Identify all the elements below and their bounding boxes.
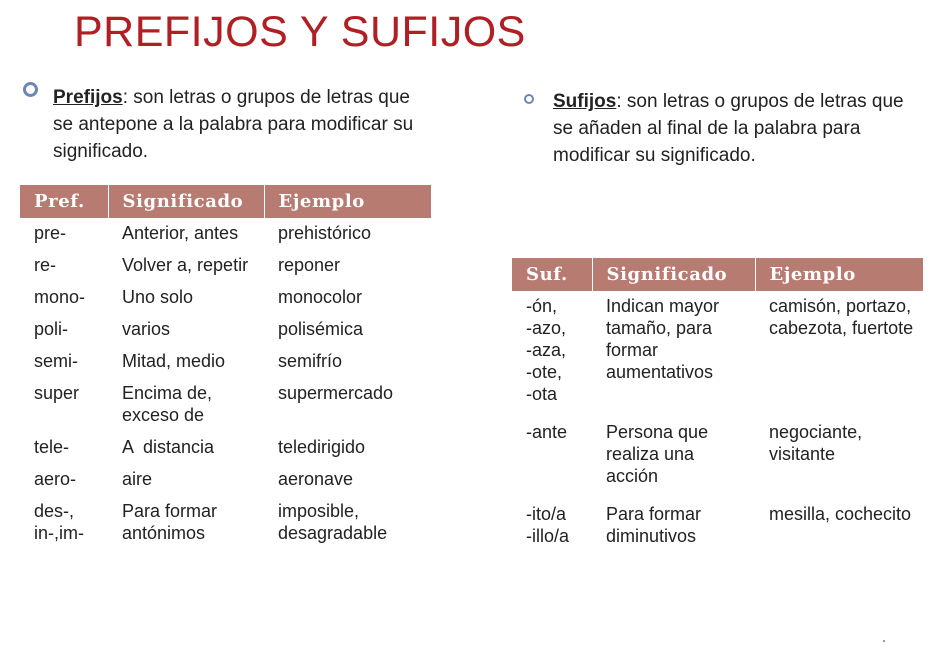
table-row [20,346,431,378]
table-cell: mono- [34,287,86,307]
table-cell: -ante [526,422,568,442]
table-cell: supermercado [278,383,394,403]
table-cell: Uno solo [122,287,194,307]
table-cell: Anterior, antes [122,223,239,243]
table-cell: Volver a, repetir [122,255,249,275]
table-row [512,493,923,553]
table-cell: A distancia [122,437,215,457]
table-cell: semi- [34,351,78,371]
table-cell: varios [122,319,171,339]
table-cell: mesilla, cochecito [769,504,912,524]
prefijos-definition-text: : son letras o grupos de letras que se antepone a la palabra para modificar su significado. [53,87,414,162]
bullet-icon [23,82,38,97]
table-cell: polisémica [278,319,364,339]
table-cell: Encima de, exceso de [122,383,213,425]
table-row [20,314,431,346]
sufijos-definition [553,88,923,169]
table-row [20,496,431,550]
table-row [20,378,431,432]
table-cell: -ito/a -illo/a [526,504,570,546]
table-cell: Mitad, medio [122,351,226,371]
table-cell: camisón, portazo, cabezota, fuertote [769,296,914,338]
table-row [20,218,431,250]
table-cell: aero- [34,469,77,489]
table-cell: -ón, -azo, -aza, -ote, -ota [526,296,567,404]
table-cell: Indican mayor tamaño, para formar aumentativos [606,296,720,382]
table-cell: super [34,383,80,403]
table-cell: reponer [278,255,341,275]
table-cell: prehistórico [278,223,372,243]
table-cell: monocolor [278,287,363,307]
table-row [20,282,431,314]
column-header: Significado [108,185,264,218]
column-header: Ejemplo [264,185,431,218]
table-row [20,464,431,496]
column-header: Significado [592,258,755,291]
prefijos-table [20,185,431,550]
table-cell: pre- [34,223,67,243]
table-row [512,291,923,411]
table-cell: des-, in-,im- [34,501,84,543]
table-cell: poli- [34,319,69,339]
table-cell: Para formar diminutivos [606,504,702,546]
decorative-dot [883,640,885,642]
table-cell: semifrío [278,351,343,371]
bullet-icon [524,94,534,104]
sufijos-definition-text: : son letras o grupos de letras que se añaden al final de la palabra para modificar su significado. [553,91,904,166]
table-row [20,432,431,464]
prefijos-term: Prefijos [53,87,123,108]
table-cell: negociante, visitante [769,422,863,464]
table-cell: teledirigido [278,437,366,457]
table-cell: aire [122,469,153,489]
table-cell: imposible, desagradable [278,501,388,543]
table-cell: re- [34,255,56,275]
prefijos-definition [53,84,433,165]
table-header-row [20,185,431,218]
table-row [512,411,923,493]
table-cell: Persona que realiza una acción [606,422,709,486]
table-cell: tele- [34,437,70,457]
table-cell: aeronave [278,469,354,489]
column-header: Suf. [512,258,592,291]
sufijos-term: Sufijos [553,91,617,112]
table-cell: Para formar antónimos [122,501,218,543]
table-header-row [512,258,923,291]
column-header: Pref. [20,185,108,218]
sufijos-table [512,258,923,553]
table-row [20,250,431,282]
page-title: PREFIJOS Y SUFIJOS [74,8,526,56]
column-header: Ejemplo [755,258,923,291]
